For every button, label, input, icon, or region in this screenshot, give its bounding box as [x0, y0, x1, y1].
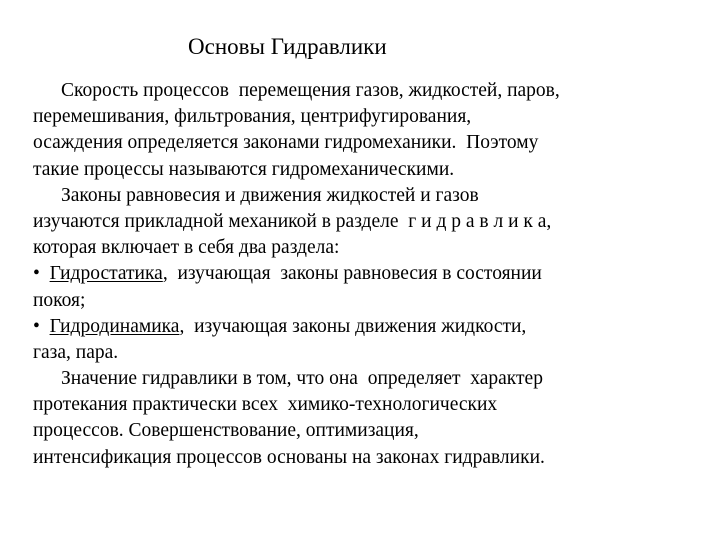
body-line: газа, пара.	[33, 341, 119, 363]
bullet-text: , изучающая законы равновесия в состоянии	[162, 263, 542, 285]
body-line: которая включает в себя два раздела:	[33, 237, 340, 259]
bullet-marker: •	[33, 315, 50, 337]
bullet-marker: •	[33, 263, 50, 285]
body-line: такие процессы называются гидромеханическими.	[33, 158, 455, 180]
body-line: интенсификация процессов основаны на законах гидравлики.	[33, 446, 545, 468]
slide-title: Основы Гидравлики	[188, 34, 387, 59]
body-line: Законы равновесия и движения жидкостей и газов	[61, 184, 479, 206]
term-hydrostatics: Гидростатика	[49, 263, 163, 285]
body-line: изучаются прикладной механикой в разделе г и д р а в л и к а,	[33, 210, 552, 232]
body-line: Значение гидравлики в том, что она определяет характер	[61, 368, 543, 390]
body-line: процессов. Совершенствование, оптимизация,	[33, 420, 419, 442]
slide-body	[33, 78, 703, 471]
body-line: перемешивания, фильтрования, центрифугирования,	[33, 106, 472, 128]
bullet-item-hydrostatics	[33, 261, 703, 287]
body-line: осаждения определяется законами гидромеханики. Поэтому	[33, 132, 539, 154]
body-line: протекания практически всех химико-технологических	[33, 394, 498, 416]
term-hydrodynamics: Гидродинамика	[49, 315, 180, 337]
bullet-item-hydrodynamics	[33, 314, 703, 340]
body-line: покоя;	[33, 289, 86, 311]
bullet-text: , изучающая законы движения жидкости,	[179, 315, 527, 337]
body-line: Скорость процессов перемещения газов, жидкостей, паров,	[61, 80, 560, 101]
